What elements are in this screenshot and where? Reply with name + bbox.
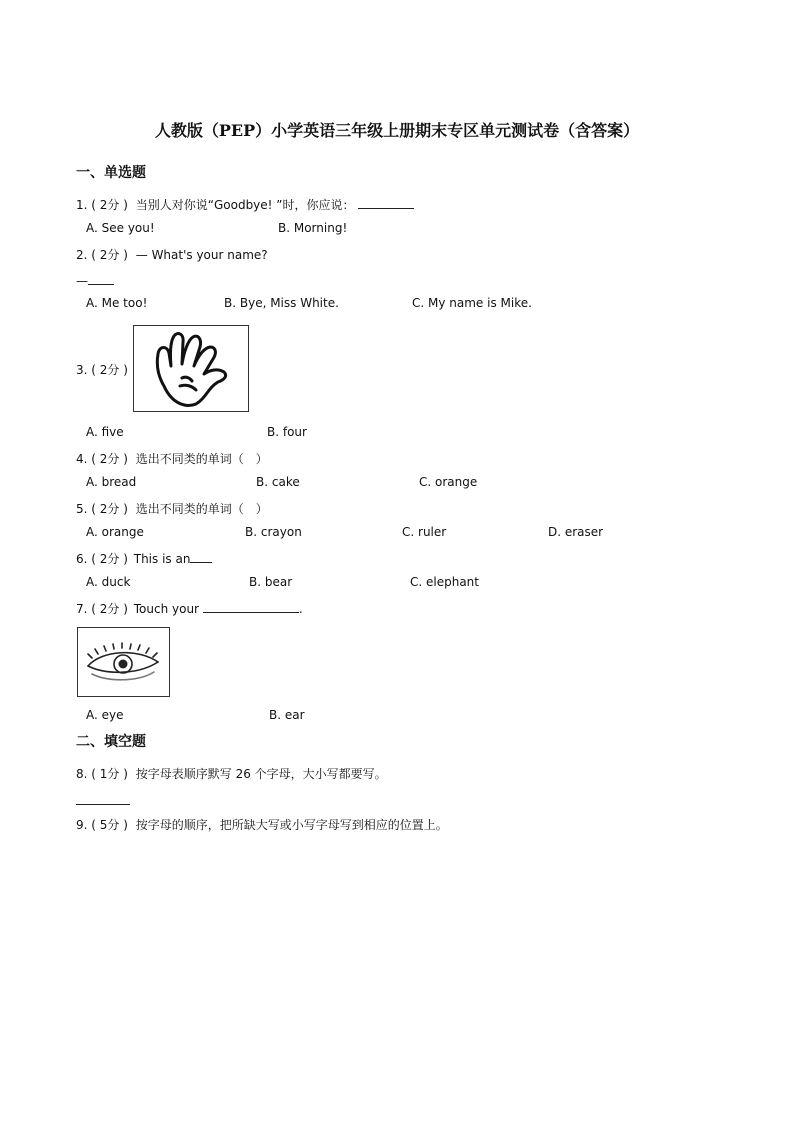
option-d[interactable]: D. eraser [548, 525, 604, 539]
question-3 [76, 361, 128, 378]
hand-icon [133, 325, 249, 412]
question-score: ( 1分 ) [91, 767, 128, 781]
question-number: 2. [76, 248, 88, 262]
question-4 [76, 450, 268, 467]
question-number: 3. [76, 363, 88, 377]
option-a[interactable]: A. Me too! [86, 296, 148, 310]
question-number: 1. [76, 198, 88, 212]
question-8 [76, 765, 387, 782]
option-b[interactable]: B. Bye, Miss White. [224, 296, 339, 310]
question-7 [76, 600, 303, 617]
option-b[interactable]: B. crayon [245, 525, 302, 539]
question-text: 按字母的顺序，把所缺大写或小写字母写到相应的位置上。 [135, 818, 448, 832]
question-score: ( 2分 ) [91, 198, 128, 212]
option-c[interactable]: C. My name is Mike. [412, 296, 532, 310]
eye-icon [77, 627, 170, 697]
option-b[interactable]: B. bear [249, 575, 293, 589]
answer-blank[interactable] [358, 196, 414, 209]
answer-blank[interactable] [203, 600, 299, 613]
question-score: ( 2分 ) [91, 502, 128, 516]
answer-blank[interactable] [190, 550, 212, 563]
section-heading-single-choice: 一、单选题 [76, 165, 146, 181]
section-heading-fill-blank: 二、填空题 [76, 734, 146, 750]
question-2 [76, 246, 268, 263]
question-score: ( 2分 ) [91, 452, 128, 466]
option-c[interactable]: C. orange [419, 475, 478, 489]
question-text: Touch your [133, 602, 199, 616]
option-b[interactable]: B. Morning! [278, 221, 348, 235]
question-text: 当别人对你说“Goodbye! ”时，你应说： [135, 198, 355, 212]
question-number: 6. [76, 552, 88, 566]
question-score: ( 2分 ) [91, 363, 128, 377]
option-a[interactable]: A. See you! [86, 221, 155, 235]
question-text: 按字母表顺序默写 26 个字母，大小写都要写。 [135, 767, 387, 781]
dash: — [76, 274, 88, 288]
question-number: 7. [76, 602, 88, 616]
question-number: 4. [76, 452, 88, 466]
option-a[interactable]: A. eye [86, 708, 124, 722]
question-number: 5. [76, 502, 88, 516]
question-number: 8. [76, 767, 88, 781]
option-b[interactable]: B. ear [269, 708, 305, 722]
question-2-response-line [76, 272, 114, 288]
page-title: 人教版（PEP）小学英语三年级上册期末专区单元测试卷（含答案） [154, 121, 640, 140]
option-a[interactable]: A. duck [86, 575, 131, 589]
question-text: — What's your name? [135, 248, 268, 262]
question-6 [76, 550, 212, 567]
question-score: ( 2分 ) [91, 602, 128, 616]
question-text: 选出不同类的单词（ ） [135, 502, 268, 516]
question-text: This is an [133, 552, 191, 566]
option-c[interactable]: C. elephant [410, 575, 479, 589]
question-9 [76, 816, 448, 833]
option-b[interactable]: B. cake [256, 475, 300, 489]
question-text: 选出不同类的单词（ ） [135, 452, 268, 466]
question-number: 9. [76, 818, 88, 832]
option-b[interactable]: B. four [267, 425, 307, 439]
option-c[interactable]: C. ruler [402, 525, 447, 539]
question-score: ( 2分 ) [91, 552, 128, 566]
question-score: ( 2分 ) [91, 248, 128, 262]
answer-blank[interactable] [76, 792, 130, 805]
question-5 [76, 500, 268, 517]
question-score: ( 5分 ) [91, 818, 128, 832]
option-a[interactable]: A. five [86, 425, 124, 439]
answer-blank[interactable] [88, 272, 114, 285]
option-a[interactable]: A. bread [86, 475, 137, 489]
period: . [298, 602, 303, 616]
option-a[interactable]: A. orange [86, 525, 144, 539]
question-1 [76, 196, 414, 213]
